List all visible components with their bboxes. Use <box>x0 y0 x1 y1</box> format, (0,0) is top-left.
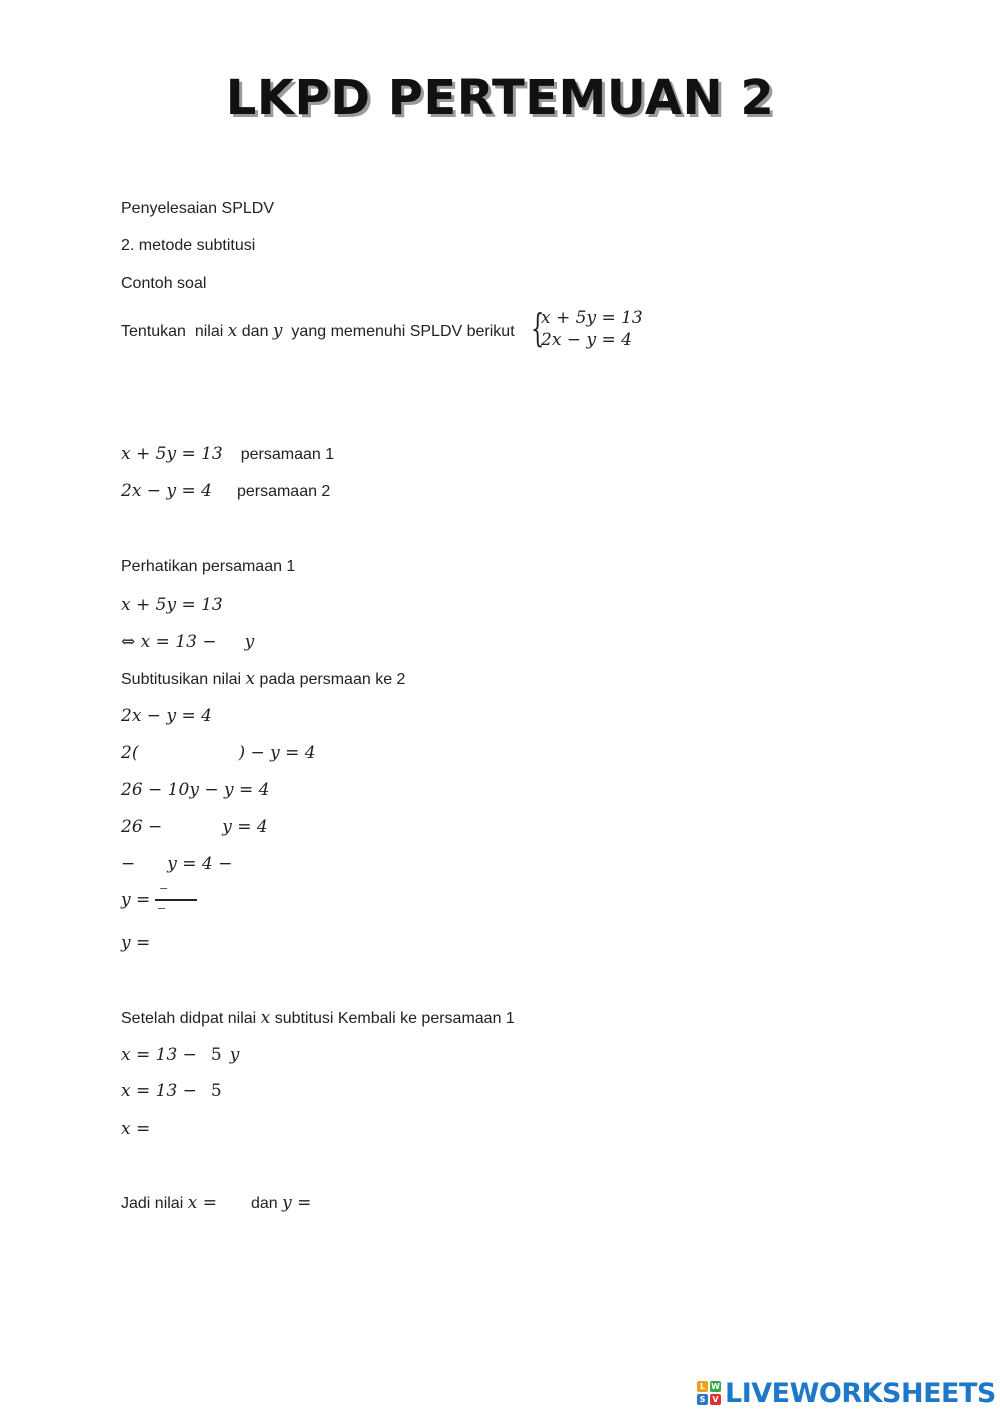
equation-1-row <box>121 444 334 465</box>
fraction-denominator[interactable]: − <box>157 902 167 915</box>
step3-heading <box>121 1008 515 1029</box>
step2-line2-left: 2( <box>121 743 139 763</box>
step2-line5 <box>121 854 232 874</box>
conclusion <box>121 1193 311 1214</box>
step3-heading-a: Setelah didpat nilai <box>121 1010 261 1027</box>
logo-cell: W <box>711 1382 720 1391</box>
topic-text: Penyelesaian SPLDV <box>121 200 274 217</box>
step2-line6: y = <box>121 890 151 910</box>
step2-heading-a: Subtitusikan nilai <box>121 671 246 688</box>
equation-2-row <box>121 481 330 502</box>
step3-line2-left: x = 13 − <box>121 1081 197 1101</box>
step3-line1-left: x = 13 − <box>121 1045 197 1065</box>
conclusion-part1: Jadi nilai <box>121 1195 188 1212</box>
fraction-bar <box>155 899 197 901</box>
step2-line2-right: ) − y = 4 <box>238 743 316 763</box>
question-part3: yang memenuhi SPLDV berikut <box>282 323 515 340</box>
conclusion-part2: dan <box>250 1195 283 1212</box>
step3-line3: x = <box>121 1119 151 1139</box>
example-label: Contoh soal <box>121 275 207 292</box>
step1-line1: x + 5y = 13 <box>121 595 223 615</box>
question-part2: dan <box>237 323 273 340</box>
step2-line4-left: 26 − <box>121 817 163 837</box>
step2-line1: 2x − y = 4 <box>121 706 212 726</box>
conclusion-y: y = <box>282 1193 312 1213</box>
step3-heading-var: x <box>260 1008 271 1028</box>
step2-line7: y = <box>121 933 151 953</box>
equation-1-label: persamaan 1 <box>240 446 335 463</box>
step3-line2 <box>121 1081 222 1101</box>
logo-cell: V <box>710 1394 721 1405</box>
step2-line5-left: − <box>121 854 136 874</box>
step3-line2-coef: 5 <box>210 1081 222 1101</box>
system-eq1: x + 5y = 13 <box>541 308 643 328</box>
logo-text: LIVEWORKSHEETS <box>725 1377 996 1409</box>
step3-line1-coef: 5 <box>210 1045 222 1065</box>
step3-line1-var: y <box>229 1045 240 1065</box>
step3-heading-b: subtitusi Kembali ke persamaan 1 <box>270 1010 515 1027</box>
step2-line4 <box>121 817 268 837</box>
brace-symbol: { <box>531 306 545 350</box>
question-var-y: y <box>272 321 283 341</box>
question-text <box>121 321 515 342</box>
equation-2-label: persamaan 2 <box>236 483 331 500</box>
system-eq2: 2x − y = 4 <box>541 330 632 350</box>
conclusion-x: x = <box>187 1193 217 1213</box>
step2-line2 <box>121 743 316 763</box>
step2-line4-right: y = 4 <box>222 817 268 837</box>
fraction-numerator[interactable]: − <box>159 882 169 895</box>
step2-line5-right: y = 4 − <box>167 854 233 874</box>
step1-line2 <box>121 632 254 652</box>
step1-line2-right: y <box>244 632 255 652</box>
step2-line3: 26 − 10y − y = 4 <box>121 780 270 800</box>
equation-2: 2x − y = 4 <box>121 481 212 501</box>
step3-line1 <box>121 1045 239 1065</box>
logo-cell: S <box>697 1394 708 1405</box>
question-var-x: x <box>227 321 238 341</box>
method-text: 2. metode subtitusi <box>121 237 256 254</box>
question-part1: Tentukan nilai <box>121 323 228 340</box>
equation-1: x + 5y = 13 <box>121 444 223 464</box>
logo-icon <box>697 1381 721 1405</box>
logo-cell: L <box>697 1381 708 1392</box>
liveworksheets-logo <box>697 1378 996 1408</box>
step2-heading-b: pada persmaan ke 2 <box>255 671 406 688</box>
page-title: LKPD PERTEMUAN 2 <box>225 70 775 126</box>
step2-heading <box>121 669 405 690</box>
step1-line2-left: ⇔ x = 13 − <box>121 632 217 652</box>
step2-heading-var: x <box>245 669 256 689</box>
step1-heading: Perhatikan persamaan 1 <box>121 558 296 575</box>
